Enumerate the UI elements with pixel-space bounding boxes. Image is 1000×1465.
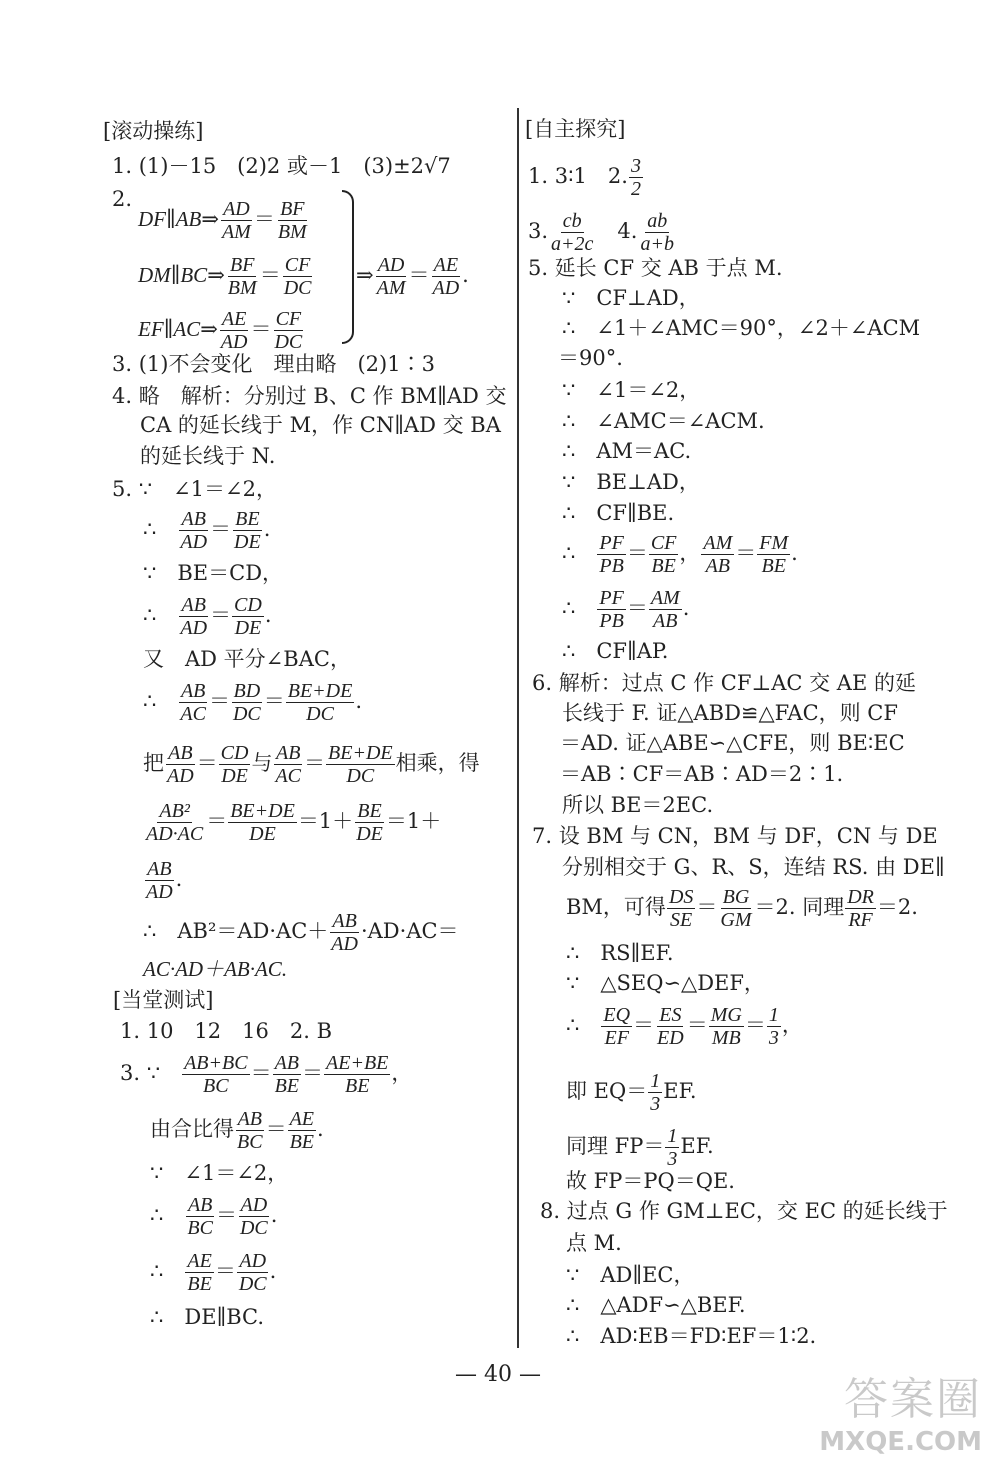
fraction: $\frac{CD}{DE}$: [220, 742, 249, 787]
answer-q3: 3. (1)不会变化 理由略 (2)1∶3: [112, 352, 435, 376]
fraction: $\frac{AE}{BE}$: [187, 1250, 212, 1295]
test-answer-3-line6: ∴ DE∥BC.: [150, 1305, 265, 1329]
section-title-test: [当堂测试]: [113, 988, 214, 1012]
fraction: $\frac{BE+DE}{DC}$: [287, 680, 353, 725]
explore-answer-5-line1: 5. 延长 CF 交 AB 于点 M.: [528, 256, 783, 280]
q2-line1-text: DF∥AB⇒: [138, 207, 219, 231]
fraction: $\frac{AB}{AC}$: [180, 680, 206, 725]
answer-q5-line10: ∴ AB²＝AD·AC＋ $\frac{AB}{AD}$ ·AD·AC＝: [143, 910, 459, 955]
fraction: $\frac{\text{AB²}}{AD\cdot AC}$: [146, 800, 204, 845]
fraction: $\frac{PF}{PB}$: [599, 587, 624, 632]
fraction: $\frac{CF}{DC}$: [274, 308, 303, 353]
test-answer-3-line3: ∵ ∠1＝∠2，: [150, 1161, 289, 1185]
fraction: $\frac{AE}{AD}$: [432, 254, 460, 299]
fraction: $\frac{cb}{a+2c}$: [551, 210, 594, 255]
fraction: $\frac{ab}{a+b}$: [640, 210, 674, 255]
fraction: $\frac{AD}{AM}$: [376, 254, 406, 299]
answer-q5-line1: 5. ∵ ∠1＝∠2，: [112, 477, 277, 501]
answer-q2-line3: EF∥AC⇒ $\frac{AE}{AD}$ ＝ $\frac{CF}{DC}$: [138, 308, 303, 353]
watermark-logo: [819, 1363, 982, 1457]
fraction: $\frac{AB}{AD}$: [180, 594, 208, 639]
explore-answer-7-line3: BM，可得 $\frac{DS}{SE}$ ＝ $\frac{BG}{GM}$ ＝2. 同理 $\frac{DR}{RF}$ ＝2.: [566, 886, 918, 931]
fraction: $\frac{BD}{DC}$: [232, 680, 261, 725]
explore-answer-5-line7: ∴ AM＝AC.: [562, 439, 692, 463]
fraction: $\frac{BF}{BM}$: [227, 254, 257, 299]
answer-q5-line8: $\frac{\text{AB²}}{AD\cdot AC}$ ＝ $\frac{BE+DE}{DE}$ ＝1＋ $\frac{BE}{DE}$ ＝1＋: [146, 800, 442, 845]
column-divider: [517, 108, 519, 1348]
explore-answer-3-4: 3. $\frac{cb}{a+2c}$ 4. $\frac{ab}{a+b}$: [528, 210, 674, 255]
fraction: $\frac{3}{2}$: [630, 155, 641, 200]
answer-q4-line1: 4. 略 解析：分别过 B、C 作 BM∥AD 交: [112, 384, 507, 408]
explore-answer-5-line11: ∴ $\frac{PF}{PB}$ ＝ $\frac{AM}{AB}$ .: [562, 587, 690, 632]
explore-answer-5-line8: ∵ BE⊥AD，: [562, 470, 700, 494]
explore-answer-6-line4: ＝AB∶CF＝AB∶AD＝2∶1.: [560, 762, 844, 786]
fraction: $\frac{AB+BC}{BC}$: [184, 1052, 248, 1097]
page-number: — 40 —: [455, 1362, 541, 1387]
fraction: $\frac{AE}{AD}$: [220, 308, 248, 353]
test-answer-3-line2: 由合比得 $\frac{AB}{BC}$ ＝ $\frac{AE}{BE}$ .: [150, 1108, 324, 1153]
fraction: $\frac{AB}{AD}$: [331, 910, 358, 955]
answer-q5-line3: ∵ BE＝CD，: [143, 561, 284, 585]
fraction: $\frac{EQ}{EF}$: [603, 1004, 631, 1049]
answer-q5-line4: ∴ $\frac{AB}{AD}$ ＝ $\frac{CD}{DE}$ .: [143, 594, 272, 639]
answer-q5-line5: 又 AD 平分∠BAC，: [143, 647, 351, 671]
fraction: $\frac{1}{3}$: [667, 1125, 678, 1170]
answer-q2-conclusion: ⇒ $\frac{AD}{AM}$ ＝ $\frac{AE}{AD}$ .: [356, 254, 469, 299]
explore-answer-6-line3: ＝AD. 证△ABE∽△CFE，则 BE∶EC: [560, 731, 905, 755]
explore-answer-7-line5: ∵ △SEQ∽△DEF，: [566, 971, 765, 995]
answer-q2-line2: DM∥BC⇒ $\frac{BF}{BM}$ ＝ $\frac{CF}{DC}$: [138, 254, 312, 299]
explore-answer-5-line6: ∴ ∠AMC＝∠ACM.: [562, 409, 765, 433]
q2-line3-text: EF∥AC⇒: [138, 317, 218, 341]
section-title-review: [滚动操练]: [103, 119, 204, 143]
test-answer-3-line4: ∴ $\frac{AB}{BC}$ ＝ $\frac{AD}{DC}$ .: [150, 1194, 278, 1239]
explore-answer-7-line6: ∴ $\frac{EQ}{EF}$ ＝ $\frac{ES}{ED}$ ＝ $\frac{MG}{MB}$ ＝ $\frac{1}{3}$ ，: [566, 1004, 803, 1049]
fraction: $\frac{DS}{SE}$: [668, 886, 694, 931]
explore-answer-5-line5: ∵ ∠1＝∠2，: [562, 378, 701, 402]
answer-q5-line2: ∴ $\frac{AB}{AD}$ ＝ $\frac{BE}{DE}$ .: [143, 508, 271, 553]
section-title-explore: [自主探究]: [525, 117, 626, 141]
explore-answer-6-line5: 所以 BE＝2EC.: [562, 793, 714, 817]
fraction: $\frac{1}{3}$: [650, 1070, 661, 1115]
fraction: $\frac{BF}{BM}$: [277, 198, 307, 243]
explore-answer-6-line2: 长线于 F. 证△ABD≌△FAC，则 CF: [562, 701, 898, 725]
answer-q1: 1. (1)－15 (2)2 或－1 (3)±2√7: [112, 154, 451, 178]
fraction: $\frac{CF}{BE}$: [650, 532, 677, 577]
explore-answer-7-line4: ∴ RS∥EF.: [566, 941, 674, 965]
fraction: $\frac{AB}{BE}$: [274, 1052, 300, 1097]
explore-answer-5-line2: ∵ CF⊥AD，: [562, 286, 700, 310]
explore-answer-6-line1: 6. 解析：过点 C 作 CF⊥AC 交 AE 的延: [532, 671, 916, 695]
explore-answer-5-line4: ＝90°.: [558, 346, 623, 370]
fraction: $\frac{AB}{AC}$: [275, 742, 302, 787]
fraction: $\frac{AD}{DC}$: [238, 1250, 267, 1295]
watermark-text: 答案圈: [844, 1374, 982, 1425]
fraction: $\frac{BE}{DE}$: [356, 800, 383, 845]
fraction: $\frac{AD}{DC}$: [239, 1194, 268, 1239]
fraction: $\frac{ES}{ED}$: [657, 1004, 684, 1049]
fraction: $\frac{AB}{AD}$: [146, 858, 173, 903]
explore-answer-5-line10: ∴ $\frac{PF}{PB}$ ＝ $\frac{CF}{BE}$ ， $\frac{AM}{AB}$ ＝ $\frac{FM}{BE}$ .: [562, 532, 798, 577]
fraction: $\frac{MG}{MB}$: [710, 1004, 742, 1049]
fraction: $\frac{AD}{AM}$: [221, 198, 251, 243]
test-answer-3-line1: 3. ∵ $\frac{AB+BC}{BC}$ ＝ $\frac{AB}{BE}$ ＝ $\frac{AE+BE}{BE}$ ，: [120, 1052, 413, 1097]
fraction: $\frac{PF}{PB}$: [599, 532, 624, 577]
fraction: $\frac{BG}{GM}$: [720, 886, 752, 931]
fraction: $\frac{CF}{DC}$: [283, 254, 312, 299]
explore-answer-7-line9: 故 FP＝PQ＝QE.: [566, 1169, 735, 1193]
answer-q5-line6: ∴ $\frac{AB}{AC}$ ＝ $\frac{BD}{DC}$ ＝ $\frac{BE+DE}{DC}$ .: [143, 680, 363, 725]
fraction: $\frac{AM}{AB}$: [650, 587, 680, 632]
explore-answer-8-line1: 8. 过点 G 作 GM⊥EC，交 EC 的延长线于: [540, 1199, 948, 1223]
answer-q5-line11: AC·AD＋AB·AC.: [143, 957, 288, 981]
explore-answer-8-line5: ∴ AD∶EB＝FD∶EF＝1∶2.: [566, 1324, 817, 1348]
explore-answer-1-2: 1. 3∶1 2. $\frac{3}{2}$: [528, 155, 641, 200]
fraction: $\frac{BE}{DE}$: [234, 508, 261, 553]
explore-answer-7-line2: 分别相交于 G、R、S，连结 RS. 由 DE∥: [562, 855, 945, 879]
test-answer-3-line5: ∴ $\frac{AE}{BE}$ ＝ $\frac{AD}{DC}$ .: [150, 1250, 277, 1295]
explore-answer-5-line3: ∴ ∠1＋∠AMC＝90°，∠2＋∠ACM: [562, 316, 921, 340]
fraction: $\frac{1}{3}$: [768, 1004, 779, 1049]
explore-answer-8-line2: 点 M.: [566, 1231, 622, 1255]
fraction: $\frac{AB}{BC}$: [237, 1108, 263, 1153]
watermark-url: MXQE.COM: [819, 1427, 982, 1457]
explore-answer-8-line4: ∴ △ADF∽△BEF.: [566, 1293, 746, 1317]
explore-answer-5-line12: ∴ CF∥AP.: [562, 639, 669, 663]
answer-q4-line2: CA 的延长线于 M，作 CN∥AD 交 BA: [140, 413, 501, 437]
fraction: $\frac{CD}{DE}$: [234, 594, 262, 639]
fraction: $\frac{AE+BE}{BE}$: [326, 1052, 389, 1097]
fraction: $\frac{DR}{RF}$: [847, 886, 874, 931]
fraction: $\frac{AB}{BC}$: [187, 1194, 213, 1239]
explore-answer-5-line9: ∴ CF∥BE.: [562, 501, 675, 525]
fraction: $\frac{AB}{AD}$: [180, 508, 208, 553]
fraction: $\frac{AE}{BE}$: [289, 1108, 314, 1153]
answer-q4-line3: 的延长线于 N.: [140, 444, 276, 468]
fraction: $\frac{AM}{AB}$: [703, 532, 733, 577]
answer-q2-line1: DF∥AB⇒ $\frac{AD}{AM}$ ＝ $\frac{BF}{BM}$: [138, 198, 307, 243]
fraction: $\frac{FM}{BE}$: [759, 532, 789, 577]
explore-answer-7-line1: 7. 设 BM 与 CN，BM 与 DF，CN 与 DE: [532, 824, 938, 848]
test-answer-1-2: 1. 10 12 16 2. B: [120, 1019, 333, 1043]
explore-answer-7-line7: 即 EQ＝ $\frac{1}{3}$ EF.: [566, 1070, 697, 1115]
answer-q5-line7: 把 $\frac{AB}{AD}$ ＝ $\frac{CD}{DE}$ 与 $\frac{AB}{AC}$ ＝ $\frac{BE+DE}{DC}$ 相乘，得: [143, 742, 480, 787]
answer-q5-line9: $\frac{AB}{AD}$ .: [146, 858, 183, 903]
fraction: $\frac{BE+DE}{DC}$: [328, 742, 393, 787]
explore-answer-8-line3: ∵ AD∥EC，: [566, 1263, 695, 1287]
q2-line2-text: DM∥BC⇒: [138, 263, 225, 287]
explore-answer-7-line8: 同理 FP＝ $\frac{1}{3}$ EF.: [566, 1125, 714, 1170]
fraction: $\frac{BE+DE}{DE}$: [230, 800, 295, 845]
right-brace: [342, 190, 354, 344]
answer-q2-number: 2.: [112, 187, 133, 211]
fraction: $\frac{AB}{AD}$: [167, 742, 194, 787]
